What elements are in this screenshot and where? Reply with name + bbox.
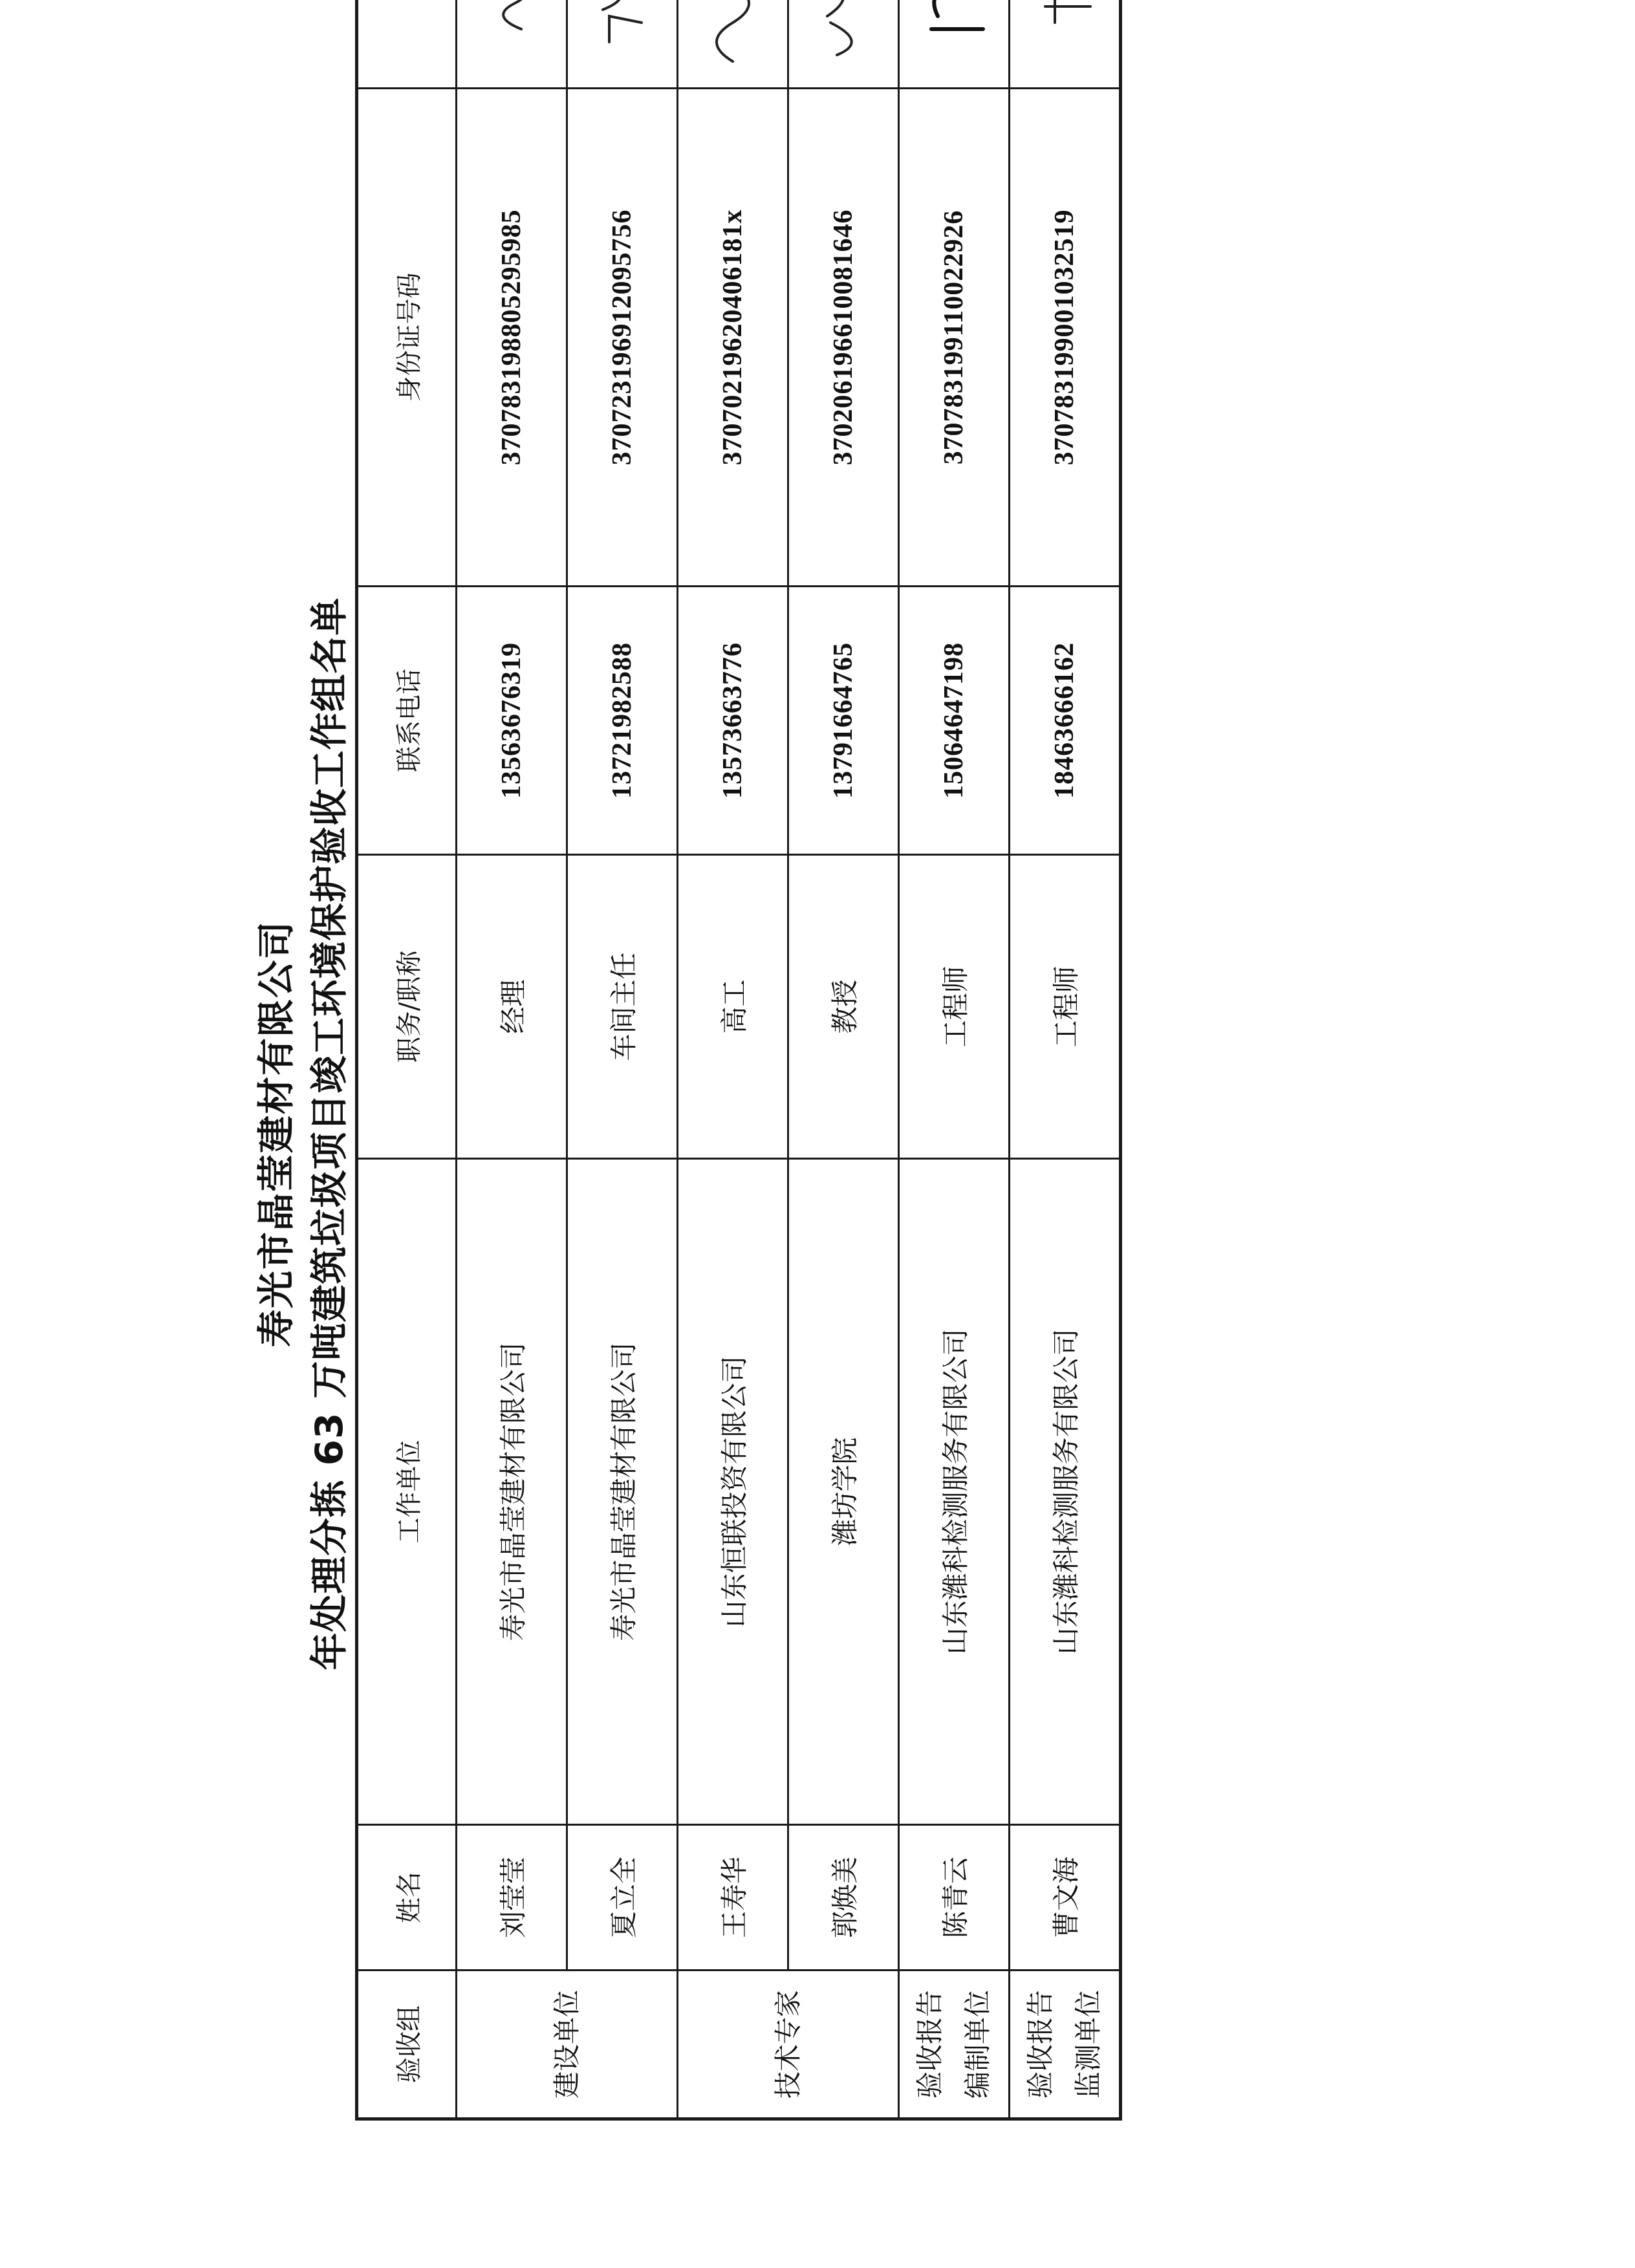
- group-label-line2: 编制单位: [962, 1990, 993, 2099]
- unit-cell: 山东潍科检测服务有限公司: [899, 1159, 1010, 1825]
- signature-cell: [678, 0, 788, 89]
- id-cell: 37070219620406181x: [678, 89, 788, 587]
- position-cell: 经理: [457, 855, 567, 1159]
- table-row: [457, 0, 567, 2119]
- signature-cell: [1010, 0, 1121, 89]
- unit-cell: 寿光市晶莹建材有限公司: [567, 1159, 678, 1825]
- unit-cell: 潍坊学院: [788, 1159, 899, 1825]
- table-row: [788, 0, 899, 2119]
- group-experts: 技术专家: [678, 1971, 899, 2119]
- handwritten-signature: [912, 0, 996, 49]
- unit-cell: 山东潍科检测服务有限公司: [1010, 1159, 1121, 1825]
- name-cell: 王寿华: [678, 1825, 788, 1971]
- position-cell: 教授: [788, 855, 899, 1159]
- header-name: 姓名: [357, 1825, 457, 1971]
- name-cell: 刘莹莹: [457, 1825, 567, 1971]
- phone-cell: 13563676319: [457, 587, 567, 855]
- group-label-line1: 验收报告: [914, 1990, 946, 2099]
- group-label-line1: 验收报告: [1024, 1990, 1056, 2099]
- name-cell: 曹文海: [1010, 1825, 1121, 1971]
- phone-cell: 13791664765: [788, 587, 899, 855]
- signature-cell: [567, 0, 678, 89]
- group-construction: 建设单位: [457, 1971, 678, 2119]
- position-cell: 工程师: [899, 855, 1010, 1159]
- header-group: 验收组: [357, 1971, 457, 2119]
- handwritten-signature: [805, 0, 882, 68]
- name-cell: 郭焕美: [788, 1825, 899, 1971]
- table-row: [1010, 0, 1121, 2119]
- company-title: 寿光市晶莹建材有限公司: [254, 920, 298, 1348]
- handwritten-signature: [476, 0, 547, 42]
- table-row: [899, 0, 1010, 2119]
- header-signature: [357, 0, 457, 89]
- document-page: [235, 99, 1400, 2168]
- acceptance-team-table: [355, 0, 1122, 2121]
- group-report-monitor: [1010, 1971, 1121, 2119]
- id-cell: 370783198805295985: [457, 89, 567, 587]
- phone-cell: 18463666162: [1010, 587, 1121, 855]
- handwritten-signature: [1029, 0, 1100, 42]
- id-cell: 370783199001032519: [1010, 89, 1121, 587]
- signature-cell: [899, 0, 1010, 89]
- header-position: 职务/职称: [357, 855, 457, 1159]
- phone-cell: 13573663776: [678, 587, 788, 855]
- group-report-preparer: [899, 1971, 1010, 2119]
- header-unit: 工作单位: [357, 1159, 457, 1825]
- position-cell: 工程师: [1010, 855, 1121, 1159]
- name-cell: 陈青云: [899, 1825, 1010, 1971]
- table-row: [567, 0, 678, 2119]
- id-cell: 370206196610081646: [788, 89, 899, 587]
- group-label-line2: 监测单位: [1072, 1990, 1104, 2099]
- handwritten-signature: [583, 0, 661, 55]
- header-phone: 联系电话: [357, 587, 457, 855]
- id-cell: 370723196912095756: [567, 89, 678, 587]
- unit-cell: 寿光市晶莹建材有限公司: [457, 1159, 567, 1825]
- position-cell: 车间主任: [567, 855, 678, 1159]
- name-cell: 夏立全: [567, 1825, 678, 1971]
- header-row: [357, 0, 457, 2119]
- phone-cell: 13721982588: [567, 587, 678, 855]
- handwritten-signature: [694, 0, 772, 74]
- signature-cell: [457, 0, 567, 89]
- unit-cell: 山东恒联投资有限公司: [678, 1159, 788, 1825]
- table-row: [678, 0, 788, 2119]
- document-title: 年处理分拣 63 万吨建筑垃圾项目竣工环境保护验收工作组名单: [307, 597, 351, 1670]
- header-id: 身份证号码: [357, 89, 457, 587]
- position-cell: 高工: [678, 855, 788, 1159]
- signature-cell: [788, 0, 899, 89]
- phone-cell: 15064647198: [899, 587, 1010, 855]
- id-cell: 370783199110022926: [899, 89, 1010, 587]
